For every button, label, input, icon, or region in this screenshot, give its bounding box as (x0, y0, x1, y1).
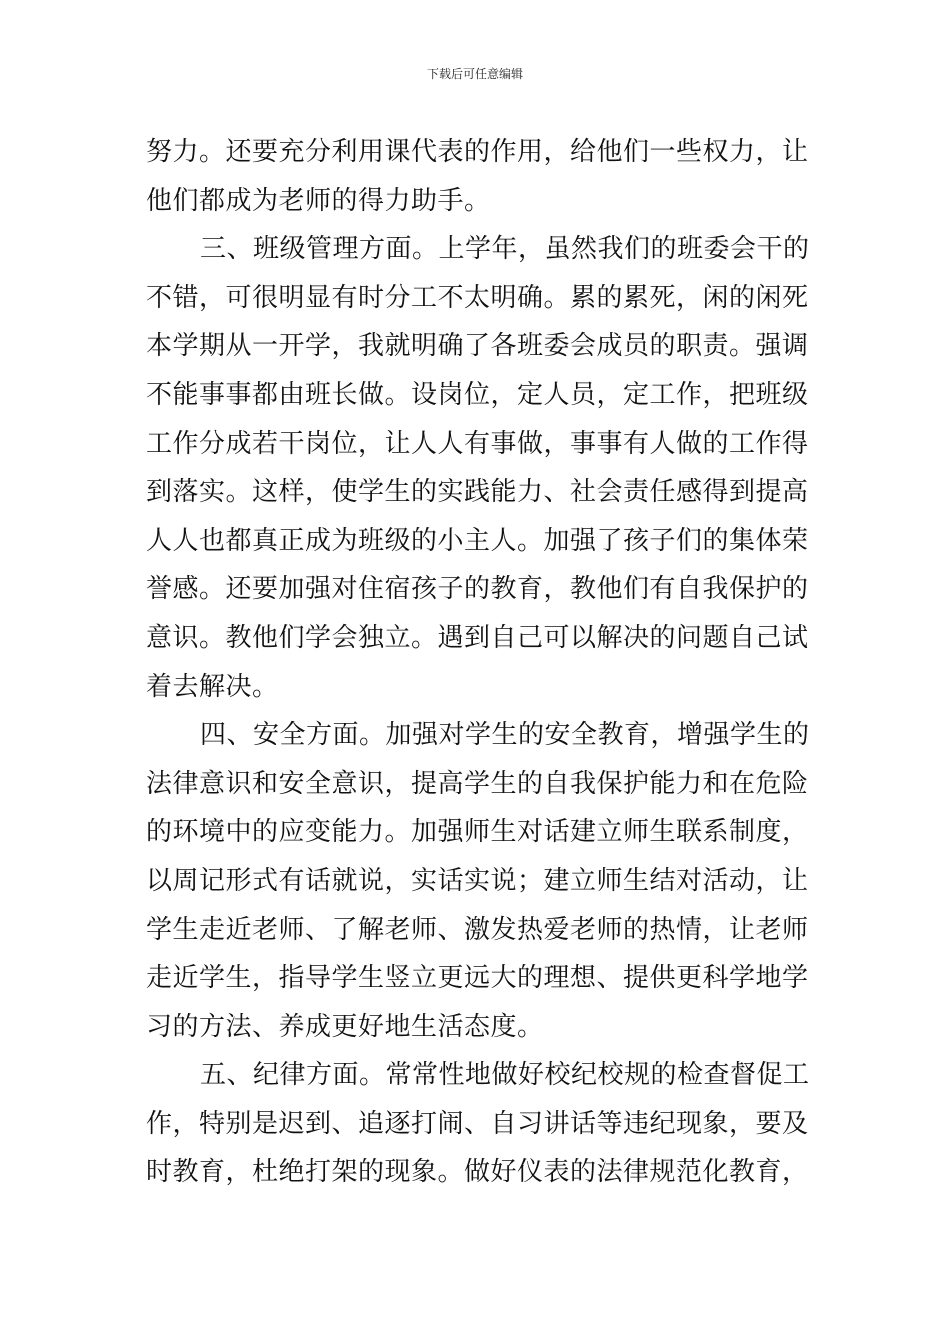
text-line: 不错，可很明显有时分工不太明确。累的累死，闲的闲死 (146, 282, 809, 313)
page-header-note: 下载后可任意编辑 (426, 67, 523, 81)
text-line: 人人也都真正成为班级的小主人。加强了孩子们的集体荣 (146, 525, 809, 556)
text-line: 法律意识和安全意识，提高学生的自我保护能力和在危险 (146, 768, 809, 799)
text-line: 着去解决。 (146, 671, 279, 702)
text-line: 努力。还要充分利用课代表的作用，给他们一些权力，让 (146, 137, 809, 167)
text-line: 走近学生，指导学生竖立更远大的理想、提供更科学地学 (146, 963, 809, 994)
text-line: 本学期从一开学，我就明确了各班委会成员的职责。强调 (146, 331, 809, 362)
text-line: 不能事事都由班长做。设岗位，定人员，定工作，把班级 (146, 379, 809, 410)
text-line: 的环境中的应变能力。加强师生对话建立师生联系制度， (146, 817, 809, 848)
text-line: 他们都成为老师的得力助手。 (146, 185, 491, 216)
document-body (146, 128, 826, 1197)
text-line: 以周记形式有话就说，实话实说；建立师生结对活动，让 (146, 865, 809, 896)
text-line: 意识。教他们学会独立。遇到自己可以解决的问题自己试 (146, 622, 809, 653)
text-line: 誉感。还要加强对住宿孩子的教育，教他们有自我保护的 (146, 574, 809, 605)
text-line: 学生走近老师、了解老师、激发热爱老师的热情，让老师 (146, 914, 809, 945)
section-heading-line: 三、班级管理方面。上学年，虽然我们的班委会干的 (200, 234, 810, 265)
text-line: 习的方法、养成更好地生活态度。 (146, 1011, 544, 1042)
text-line: 作，特别是迟到、追逐打闹、自习讲话等违纪现象，要及 (146, 1108, 809, 1139)
text-line: 时教育，杜绝打架的现象。做好仪表的法律规范化教育， (146, 1157, 809, 1188)
section-heading-line: 五、纪律方面。常常性地做好校纪校规的检查督促工 (200, 1060, 810, 1091)
section-heading-line: 四、安全方面。加强对学生的安全教育，增强学生的 (200, 720, 810, 751)
text-line: 到落实。这样，使学生的实践能力、社会责任感得到提高 (146, 477, 809, 508)
text-line: 工作分成若干岗位，让人人有事做，事事有人做的工作得 (146, 428, 809, 459)
